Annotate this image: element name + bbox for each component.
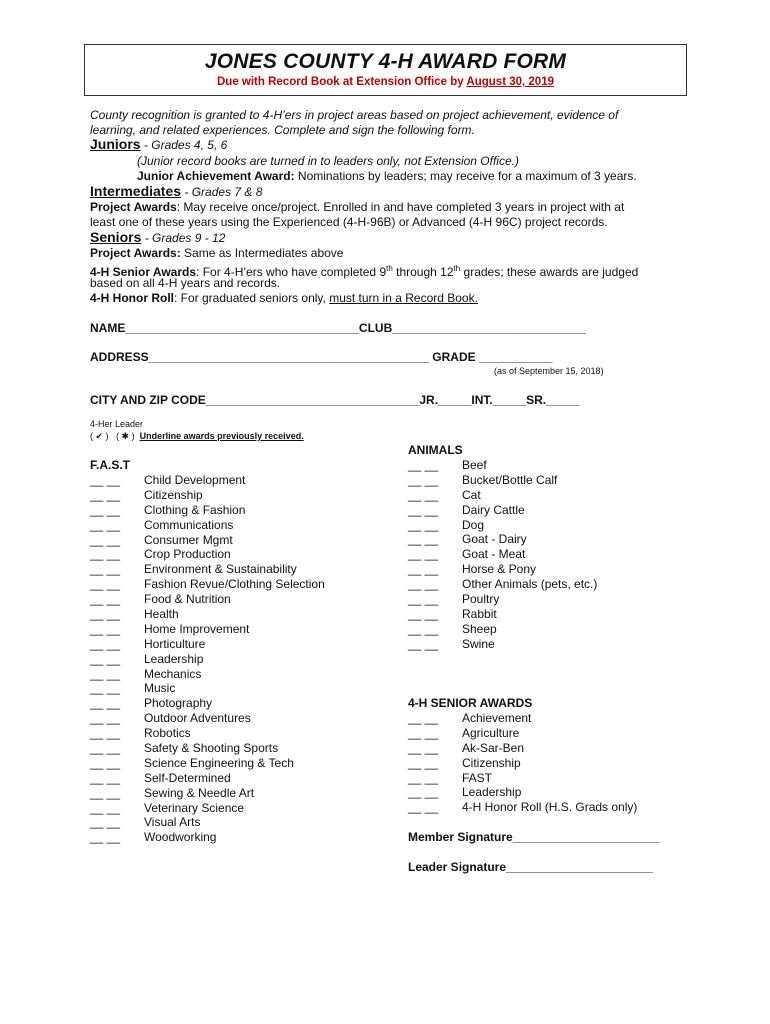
animals-list — [408, 443, 597, 652]
animal-item[interactable] — [408, 577, 597, 592]
fast-item[interactable] — [90, 637, 325, 652]
checkbox-blanks[interactable]: __ __ — [408, 711, 439, 725]
fast-item[interactable] — [90, 503, 325, 518]
checkbox-blanks[interactable]: __ __ — [90, 547, 121, 562]
fast-item-label: Fashion Revue/Clothing Selection — [144, 577, 325, 592]
intermediates-grades: - Grades 7 & 8 — [181, 185, 263, 199]
checkbox-blanks[interactable]: __ __ — [408, 562, 439, 577]
checkbox-blanks[interactable]: __ __ — [90, 711, 121, 726]
animal-item-label: Bucket/Bottle Calf — [462, 472, 558, 487]
animal-item-label: Horse & Pony — [462, 562, 537, 577]
senior-award-item[interactable] — [408, 785, 637, 800]
animal-item-label: Beef — [462, 458, 487, 472]
animal-item[interactable] — [408, 473, 597, 488]
intermediate-awards-text: : May receive once/project. Enrolled in and have completed 3 years in project with at — [176, 200, 625, 214]
checkbox-blanks[interactable]: __ __ — [90, 592, 121, 607]
fast-item-label: Health — [144, 607, 179, 622]
member-signature-field[interactable]: Member Signature______________________ — [408, 830, 660, 844]
fast-item[interactable] — [90, 815, 325, 830]
fast-item-label: Child Development — [144, 473, 246, 487]
animal-item[interactable] — [408, 562, 597, 577]
leader-signature-field[interactable]: Leader Signature______________________ — [408, 860, 653, 874]
fast-list — [90, 458, 325, 845]
junior-award-text: Nominations by leaders; may receive for a maximum of 3 years. — [294, 169, 637, 183]
due-date: August 30, 2019 — [466, 76, 554, 88]
senior-award-item[interactable] — [408, 741, 637, 756]
checkbox-blanks[interactable]: __ __ — [90, 726, 121, 741]
fast-item-label: Woodworking — [144, 830, 217, 845]
checkbox-blanks[interactable]: __ __ — [90, 517, 121, 532]
city-zip-division-field[interactable]: CITY AND ZIP CODE________________________________JR._____INT._____SR._____ — [90, 393, 580, 407]
fast-item[interactable] — [90, 801, 325, 816]
checkbox-blanks[interactable]: __ __ — [90, 785, 121, 800]
checkbox-blanks[interactable]: __ __ — [90, 502, 121, 517]
honor-roll-text: : For graduated seniors only, — [174, 291, 330, 305]
senior-award-item[interactable] — [408, 726, 637, 741]
intro-line-1: County recognition is granted to 4-H’ers in project areas based on project achievement, evidence of — [90, 108, 619, 122]
fast-item-label: Clothing & Fashion — [144, 502, 246, 517]
checkbox-blanks[interactable]: __ __ — [408, 487, 439, 502]
fast-item-label: Horticulture — [144, 636, 206, 651]
fast-item[interactable] — [90, 562, 325, 577]
juniors-heading: Juniors — [90, 136, 141, 152]
intro-line-2: learning, and related experiences. Complete and sign the following form. — [90, 123, 475, 137]
checkbox-blanks[interactable]: __ __ — [90, 562, 121, 577]
juniors-heading-line — [90, 137, 227, 153]
checkbox-blanks[interactable]: __ __ — [408, 517, 439, 532]
checkmark-icon: ( ✔ ) — [90, 431, 109, 441]
intermediate-awards-line-2: least one of these years using the Experienced (4-H-96B) or Advanced (4-H 96C) project records. — [90, 215, 608, 229]
seniors-heading: Seniors — [90, 229, 142, 245]
animal-item-label: Swine — [462, 636, 495, 651]
checkbox-blanks[interactable]: __ __ — [408, 472, 439, 487]
fast-item-label: Home Improvement — [144, 621, 250, 636]
animal-item-label: Sheep — [462, 621, 497, 636]
animal-item-label: Rabbit — [462, 606, 497, 621]
checkbox-blanks[interactable]: __ __ — [408, 770, 439, 785]
fast-item[interactable] — [90, 711, 325, 726]
senior-award-item[interactable] — [408, 771, 637, 786]
fast-item[interactable] — [90, 696, 325, 711]
fast-item-label: Music — [144, 681, 176, 696]
fast-item[interactable] — [90, 607, 325, 622]
animal-item-label: Dairy Cattle — [462, 502, 525, 517]
checkbox-blanks[interactable]: __ __ — [90, 607, 121, 622]
checkbox-blanks[interactable]: __ __ — [408, 725, 439, 740]
checkbox-blanks[interactable]: __ __ — [90, 741, 121, 756]
senior-award-item-label: Leadership — [462, 785, 522, 800]
legend-marks — [90, 431, 304, 442]
fast-item-label: Safety & Shooting Sports — [144, 741, 279, 756]
checkbox-blanks[interactable]: __ __ — [90, 830, 121, 845]
intermediate-awards-label: Project Awards — [90, 200, 177, 214]
fast-item[interactable] — [90, 667, 325, 682]
animal-item[interactable] — [408, 532, 597, 547]
intermediates-heading: Intermediates — [90, 183, 182, 199]
form-title: JONES COUNTY 4-H AWARD FORM — [204, 50, 567, 73]
checkbox-blanks[interactable]: __ __ — [90, 800, 121, 815]
fast-item-label: Mechanics — [144, 666, 202, 681]
animal-item-label: Dog — [462, 517, 485, 532]
sup-th-2: th — [453, 264, 461, 273]
fast-item[interactable] — [90, 577, 325, 592]
fast-item-label: Communications — [144, 517, 234, 532]
animal-item-label: Goat - Dairy — [462, 532, 527, 547]
checkbox-blanks[interactable]: __ __ — [408, 577, 439, 592]
animal-item[interactable] — [408, 622, 597, 637]
legend-header: 4-Her Leader — [90, 419, 144, 429]
senior-award-item-label: Citizenship — [462, 755, 521, 770]
animals-title: ANIMALS — [408, 443, 463, 457]
fast-item[interactable] — [90, 741, 325, 756]
juniors-grades: - Grades 4, 5, 6 — [140, 138, 228, 152]
fast-item[interactable] — [90, 726, 325, 741]
checkbox-blanks[interactable]: __ __ — [408, 532, 439, 547]
checkbox-blanks[interactable]: __ __ — [90, 666, 121, 681]
checkbox-blanks[interactable]: __ __ — [90, 487, 121, 502]
honor-roll-requirement: must turn in a Record Book. — [329, 291, 478, 305]
checkbox-blanks[interactable]: __ __ — [408, 502, 439, 517]
fast-item[interactable] — [90, 830, 325, 845]
checkbox-blanks[interactable]: __ __ — [90, 473, 121, 487]
address-grade-field[interactable]: ADDRESS__________________________________________ GRADE ___________ — [90, 350, 553, 364]
checkbox-blanks[interactable]: __ __ — [90, 770, 121, 785]
fast-item-label: Self-Determined — [144, 770, 231, 785]
title-box — [84, 44, 687, 96]
fast-item-label: Environment & Sustainability — [144, 562, 297, 577]
fast-item[interactable] — [90, 518, 325, 533]
animal-item[interactable] — [408, 488, 597, 503]
animal-item[interactable] — [408, 518, 597, 533]
junior-award-line — [137, 169, 637, 184]
fast-item[interactable] — [90, 756, 325, 771]
senior-awards-list — [408, 696, 637, 815]
checkbox-blanks[interactable]: __ __ — [408, 636, 439, 651]
checkbox-blanks[interactable]: __ __ — [408, 740, 439, 755]
animal-item-label: Other Animals (pets, etc.) — [462, 577, 598, 592]
fast-item-label: Sewing & Needle Art — [144, 785, 255, 800]
checkbox-blanks[interactable]: __ __ — [90, 755, 121, 770]
fast-item-label: Leadership — [144, 651, 204, 666]
asterisk-icon: ( ✱ ) — [116, 431, 135, 441]
checkbox-blanks[interactable]: __ __ — [90, 532, 121, 547]
seniors-grades: - Grades 9 - 12 — [141, 231, 226, 245]
senior-project-awards-text: Same as Intermediates above — [180, 246, 344, 260]
senior-awards-title: 4-H SENIOR AWARDS — [408, 696, 533, 710]
sup-th-1: th — [386, 264, 393, 273]
animal-item-label: Goat - Meat — [462, 547, 526, 562]
intermediate-awards-line — [90, 200, 624, 215]
senior-award-item[interactable] — [408, 800, 637, 815]
checkbox-blanks[interactable]: __ __ — [90, 621, 121, 636]
due-prefix: Due with Record Book at Extension Office by — [217, 76, 467, 88]
checkbox-blanks[interactable]: __ __ — [408, 755, 439, 770]
honor-roll-label: 4-H Honor Roll — [90, 291, 174, 305]
senior-awards-text-b: through 12 — [392, 265, 454, 279]
checkbox-blanks[interactable]: __ __ — [408, 592, 439, 607]
senior-award-item[interactable] — [408, 756, 637, 771]
checkbox-blanks[interactable]: __ __ — [90, 681, 121, 696]
senior-awards-text-a: : For 4-H’ers who have completed 9 — [196, 265, 387, 279]
animal-item[interactable] — [408, 592, 597, 607]
senior-project-awards-line — [90, 246, 343, 261]
fast-item-label: Photography — [144, 696, 213, 711]
fast-item-label: Science Engineering & Tech — [144, 755, 294, 770]
animal-item[interactable] — [408, 637, 597, 652]
fast-item-label: Crop Production — [144, 547, 231, 562]
checkbox-blanks[interactable]: __ __ — [408, 800, 439, 815]
checkbox-blanks[interactable]: __ __ — [408, 547, 439, 562]
fast-item[interactable] — [90, 473, 325, 488]
animal-item[interactable] — [408, 503, 597, 518]
fast-item-label: Citizenship — [144, 487, 203, 502]
fast-item-label: Food & Nutrition — [144, 592, 231, 607]
fast-title: F.A.S.T — [90, 458, 131, 472]
animal-item[interactable] — [408, 607, 597, 622]
fast-item[interactable] — [90, 652, 325, 667]
junior-award-label: Junior Achievement Award: — [137, 169, 295, 183]
underline-note: Underline awards previously received. — [139, 431, 304, 441]
checkbox-blanks[interactable]: __ __ — [90, 651, 121, 666]
checkbox-blanks[interactable]: __ __ — [90, 696, 121, 711]
checkbox-blanks[interactable]: __ __ — [408, 785, 439, 800]
checkbox-blanks[interactable]: __ __ — [90, 636, 121, 651]
fast-item[interactable] — [90, 488, 325, 503]
senior-award-item-label: FAST — [462, 770, 493, 785]
fast-item-label: Outdoor Adventures — [144, 711, 251, 726]
senior-award-item[interactable] — [408, 711, 637, 726]
fast-item[interactable] — [90, 771, 325, 786]
name-club-field[interactable]: NAME___________________________________CLUB_____________________________ — [90, 321, 586, 335]
animal-item-label: Cat — [462, 487, 481, 502]
fast-item-label: Visual Arts — [144, 815, 201, 830]
fast-item[interactable] — [90, 547, 325, 562]
juniors-note: (Junior record books are turned in to leaders only, not Extension Office.) — [137, 154, 519, 168]
senior-award-item-label: Agriculture — [462, 725, 520, 740]
checkbox-blanks[interactable]: __ __ — [408, 621, 439, 636]
checkbox-blanks[interactable]: __ __ — [408, 606, 439, 621]
fast-item-label: Veterinary Science — [144, 800, 245, 815]
senior-project-awards-label: Project Awards: — [90, 246, 181, 260]
due-notice — [85, 76, 686, 88]
fast-item[interactable] — [90, 681, 325, 696]
fast-item-label: Consumer Mgmt — [144, 532, 233, 547]
senior-award-item-label: 4-H Honor Roll (H.S. Grads only) — [462, 800, 638, 815]
fast-item[interactable] — [90, 786, 325, 801]
checkbox-blanks[interactable]: __ __ — [408, 458, 439, 472]
senior-awards-label: 4-H Senior Awards — [90, 265, 197, 279]
grade-as-of-note: (as of September 15, 2018) — [494, 366, 604, 376]
checkbox-blanks[interactable]: __ __ — [90, 815, 121, 830]
intermediates-heading-line — [90, 184, 262, 200]
senior-award-item-label: Ak-Sar-Ben — [462, 740, 525, 755]
fast-item[interactable] — [90, 622, 325, 637]
fast-item-label: Robotics — [144, 726, 191, 741]
senior-awards-text-c: grades; these awards are judged — [460, 265, 639, 279]
animal-item[interactable] — [408, 458, 597, 473]
senior-award-item-label: Achievement — [462, 711, 532, 725]
animal-item[interactable] — [408, 547, 597, 562]
senior-awards-line-2: based on all 4-H years and records. — [90, 276, 281, 290]
honor-roll-line — [90, 291, 478, 306]
animal-item-label: Poultry — [462, 592, 500, 607]
checkbox-blanks[interactable]: __ __ — [90, 577, 121, 592]
seniors-heading-line — [90, 230, 225, 246]
fast-item[interactable] — [90, 592, 325, 607]
fast-item[interactable] — [90, 533, 325, 548]
